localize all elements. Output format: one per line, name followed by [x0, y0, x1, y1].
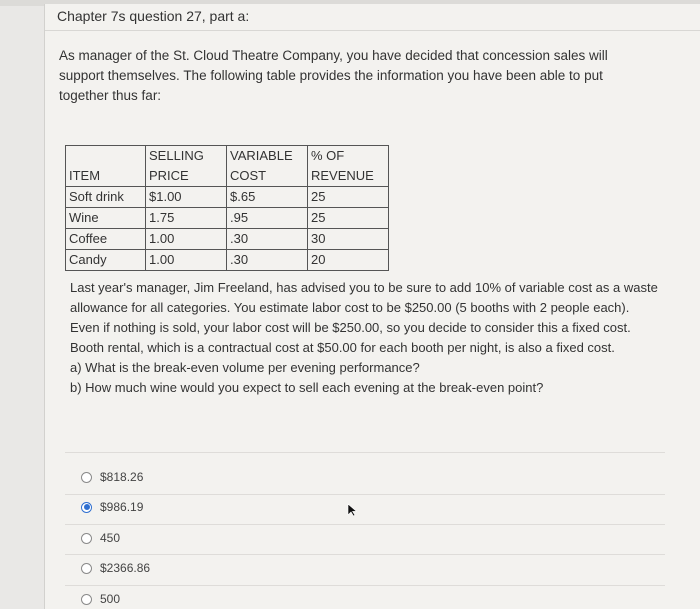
header-divider — [45, 30, 700, 31]
radio-button[interactable] — [81, 472, 92, 483]
table-header-row — [66, 146, 389, 187]
question-a: a) What is the break-even volume per evening performance? — [70, 360, 420, 375]
question-b: b) How much wine would you expect to sell each evening at the break-even point? — [70, 380, 544, 395]
options-divider — [65, 452, 665, 453]
table-cell: 1.00 — [146, 250, 227, 271]
option-divider — [65, 494, 665, 495]
column-header-label: COST — [230, 168, 267, 183]
table-cell: 25 — [308, 187, 389, 208]
table-cell: $.65 — [227, 187, 308, 208]
table-cell: 1.75 — [146, 208, 227, 229]
table-row — [66, 229, 389, 250]
radio-button-selected[interactable] — [81, 502, 92, 513]
table-cell: Soft drink — [66, 187, 146, 208]
table-cell: .30 — [227, 250, 308, 271]
column-header-variable-cost — [227, 146, 308, 187]
answer-option-2[interactable] — [81, 499, 143, 515]
question-notes — [70, 278, 662, 398]
option-divider — [65, 554, 665, 555]
notes-paragraph: Last year's manager, Jim Freeland, has advised you to be sure to add 10% of variable cost as a waste allowance for all categories. You estimate labor cost to be $250.00 (5 booths with 2 people each). Even if nothing is sold, your labor cost will be $250.00, so you decide to consider this a fixed cost. Booth rental, which is a contractual cost at $50.00 for each booth per night, is also a fixed cost. — [70, 280, 658, 355]
table-cell: Coffee — [66, 229, 146, 250]
option-label: 500 — [100, 592, 121, 606]
option-label: 450 — [100, 531, 121, 545]
column-header-label: SELLING — [149, 148, 204, 163]
column-header-item — [66, 146, 146, 187]
option-divider — [65, 524, 665, 525]
table-row — [66, 187, 389, 208]
radio-button[interactable] — [81, 563, 92, 574]
concession-table — [65, 145, 389, 271]
column-header-label: PRICE — [149, 168, 189, 183]
option-divider — [65, 585, 665, 586]
option-label: $818.26 — [100, 470, 144, 484]
question-card — [44, 4, 700, 609]
column-header-label: VARIABLE — [230, 148, 293, 163]
column-header-revenue-pct — [308, 146, 389, 187]
option-label: $2366.86 — [100, 561, 151, 575]
table-cell: 1.00 — [146, 229, 227, 250]
answer-option-3[interactable] — [81, 530, 120, 546]
column-header-label: ITEM — [69, 168, 101, 183]
table-cell: Candy — [66, 250, 146, 271]
answer-option-1[interactable] — [81, 469, 143, 485]
table-cell: Wine — [66, 208, 146, 229]
column-header-selling-price — [146, 146, 227, 187]
table-cell: $1.00 — [146, 187, 227, 208]
table-cell: .95 — [227, 208, 308, 229]
intro-text: As manager of the St. Cloud Theatre Company, you have decided that concession sales will support themselves. The following table provides the information you have been able to put together thus far: — [59, 48, 608, 103]
option-label: $986.19 — [100, 500, 144, 514]
table-cell: 20 — [308, 250, 389, 271]
table-row — [66, 208, 389, 229]
column-header-label: REVENUE — [311, 168, 374, 183]
mouse-pointer-icon — [347, 503, 359, 517]
table-cell: .30 — [227, 229, 308, 250]
table-cell: 25 — [308, 208, 389, 229]
column-header-label: % OF — [311, 148, 345, 163]
table-row — [66, 250, 389, 271]
table-cell: 30 — [308, 229, 389, 250]
answer-option-4[interactable] — [81, 560, 150, 576]
radio-button[interactable] — [81, 594, 92, 605]
page-title: Chapter 7s question 27, part a: — [57, 8, 250, 24]
answer-option-5[interactable] — [81, 591, 120, 607]
radio-button[interactable] — [81, 533, 92, 544]
